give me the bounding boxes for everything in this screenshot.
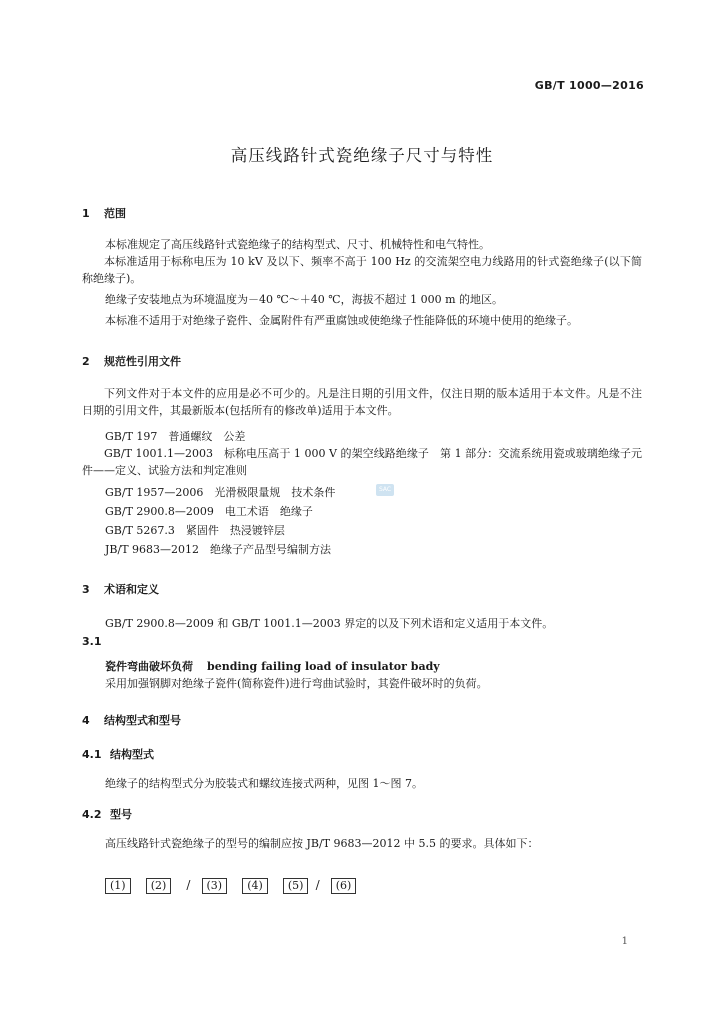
section-1-heading	[82, 205, 126, 221]
model-paragraph: 高压线路针式瓷绝缘子的型号的编制应按 JB/T 9683—2012 中 5.5 的要求。具体如下：	[105, 837, 539, 850]
term-entry	[105, 655, 440, 674]
subsection-4-2-heading	[82, 806, 132, 822]
section-4-heading	[82, 712, 181, 728]
scope-paragraph-1: 本标准规定了高压线路针式瓷绝缘子的结构型式、尺寸、机械特性和电气特性。	[105, 238, 490, 251]
section-title: 规范性引用文件	[104, 355, 181, 368]
scope-paragraph-4: 本标准不适用于对绝缘子瓷件、金属附件有严重腐蚀或使绝缘子性能降低的环境中使用的绝缘子。	[105, 314, 578, 327]
reference-item: GB/T 1001.1—2003 标称电压高于 1 000 V 的架空线路绝缘子 第 1 部分：交流系统用瓷或玻璃绝缘子元件——定义、试验方法和判定准则	[82, 447, 642, 477]
logo-watermark-icon: SAC	[376, 484, 394, 496]
subsection-number: 4.2	[82, 808, 102, 821]
term-chinese: 瓷件弯曲破坏负荷	[105, 660, 193, 673]
standard-code: GB/T 1000—2016	[534, 79, 644, 92]
term-number: 3.1	[82, 635, 102, 648]
section-number: 1	[82, 207, 90, 220]
subsection-title: 结构型式	[110, 748, 154, 761]
reference-item: JB/T 9683—2012 绝缘子产品型号编制方法	[105, 543, 332, 556]
structure-paragraph: 绝缘子的结构型式分为胶装式和螺纹连接式两种，见图 1～图 7。	[105, 777, 423, 790]
section-title: 范围	[104, 207, 126, 220]
model-box: (5)	[283, 878, 309, 894]
terms-intro: GB/T 2900.8—2009 和 GB/T 1001.1—2003 界定的以及下列术语和定义适用于本文件。	[105, 617, 554, 630]
section-number: 4	[82, 714, 90, 727]
model-code-diagram	[105, 874, 366, 894]
section-title: 结构型式和型号	[104, 714, 181, 727]
reference-item: GB/T 5267.3 紧固件 热浸镀锌层	[105, 524, 285, 537]
model-box: (6)	[331, 878, 357, 894]
model-box: (1)	[105, 878, 131, 894]
reference-item: GB/T 1957—2006 光滑极限量规 技术条件	[105, 486, 336, 499]
subsection-4-1-heading	[82, 746, 154, 762]
model-box: (4)	[242, 878, 268, 894]
section-2-heading	[82, 353, 181, 369]
model-slash: /	[186, 878, 191, 892]
scope-paragraph-3: 绝缘子安装地点为环境温度为－40 ℃～＋40 ℃，海拔不超过 1 000 m 的地区。	[105, 293, 504, 306]
section-number: 2	[82, 355, 90, 368]
term-definition: 采用加强钢脚对绝缘子瓷件(简称瓷件)进行弯曲试验时，其瓷件破坏时的负荷。	[105, 677, 488, 690]
term-english: bending failing load of insulator bady	[207, 660, 440, 673]
reference-item: GB/T 2900.8—2009 电工术语 绝缘子	[105, 505, 313, 518]
model-slash: /	[315, 878, 320, 892]
section-number: 3	[82, 583, 90, 596]
reference-item: GB/T 197 普通螺纹 公差	[105, 430, 246, 443]
section-3-heading	[82, 581, 159, 597]
scope-paragraph-2: 本标准适用于标称电压为 10 kV 及以下、频率不高于 100 Hz 的交流架空电力线路用的针式瓷绝缘子(以下简称绝缘子)。	[82, 255, 642, 285]
section-title: 术语和定义	[104, 583, 159, 596]
page-number: 1	[621, 936, 628, 947]
model-box: (3)	[202, 878, 228, 894]
references-intro: 下列文件对于本文件的应用是必不可少的。凡是注日期的引用文件，仅注日期的版本适用于本文件。凡是不注日期的引用文件，其最新版本(包括所有的修改单)适用于本文件。	[82, 387, 642, 417]
subsection-title: 型号	[110, 808, 132, 821]
model-box: (2)	[146, 878, 172, 894]
document-title: 高压线路针式瓷绝缘子尺寸与特性	[230, 146, 494, 165]
subsection-number: 4.1	[82, 748, 102, 761]
